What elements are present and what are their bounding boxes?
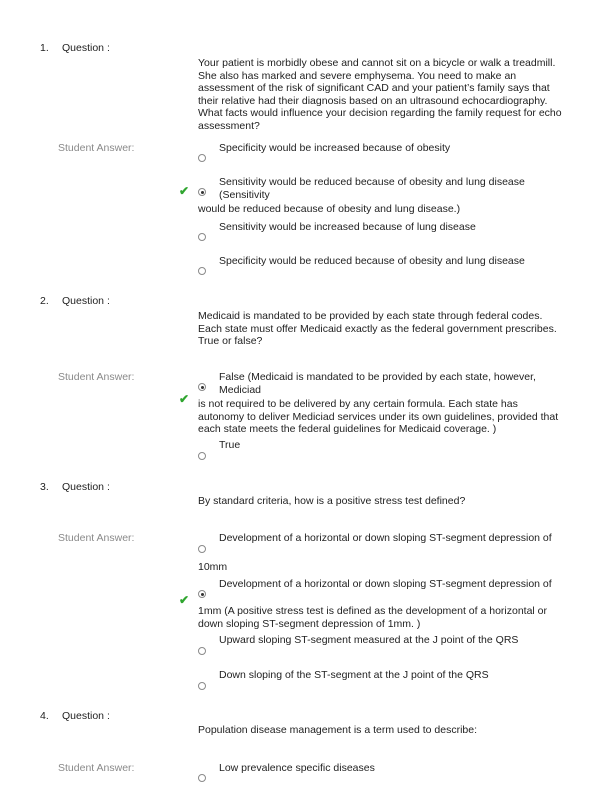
answer-option-label: Upward sloping ST-segment measured at the J point of the QRS — [219, 634, 519, 646]
student-answer-label: Student Answer: — [58, 532, 135, 544]
answer-radio[interactable] — [198, 154, 206, 162]
answer-radio[interactable] — [198, 774, 206, 782]
question-text: Your patient is morbidly obese and cannot sit on a bicycle or walk a treadmill. She also has marked and severe emphysema. You need to make an assessment of the risk of significant CAD and your patient’s family says that their relative had their diagnosis based on an ultrasound echocardiography. What facts would influence your decision regarding the family request for echo assessment? — [198, 57, 562, 132]
correct-check-icon: ✔ — [179, 184, 190, 198]
answer-option-label: Development of a horizontal or down sloping ST-segment depression of — [219, 532, 552, 544]
question-label: Question : — [62, 42, 110, 54]
student-answer-label: Student Answer: — [58, 371, 135, 383]
question-number: 4. — [40, 710, 49, 722]
question-text: By standard criteria, how is a positive stress test defined? — [198, 495, 466, 507]
student-answer-label: Student Answer: — [58, 142, 135, 154]
answer-option-continuation: would be reduced because of obesity and lung disease.) — [198, 203, 461, 215]
answer-radio[interactable] — [198, 267, 206, 275]
question-number: 2. — [40, 295, 49, 307]
answer-radio-selected[interactable] — [198, 188, 206, 196]
answer-option-label: Down sloping of the ST-segment at the J point of the QRS — [219, 669, 489, 681]
question-text: Medicaid is mandated to be provided by each state through federal codes. Each state must offer Medicaid exactly as the federal government prescribes. True or false? — [198, 310, 557, 347]
question-label: Question : — [62, 295, 110, 307]
answer-option-label: Specificity would be reduced because of obesity and lung disease — [219, 255, 525, 267]
answer-option-continuation: 10mm — [198, 561, 228, 573]
answer-radio[interactable] — [198, 647, 206, 655]
answer-option-label: Sensitivity would be reduced because of obesity and lung disease (Sensitivity — [219, 176, 525, 201]
question-label: Question : — [62, 710, 110, 722]
answer-option-label: Development of a horizontal or down sloping ST-segment depression of — [219, 578, 552, 590]
correct-check-icon: ✔ — [179, 392, 190, 406]
answer-option-label: Low prevalence specific diseases — [219, 762, 375, 774]
question-number: 3. — [40, 481, 49, 493]
student-answer-label: Student Answer: — [58, 762, 135, 774]
answer-radio[interactable] — [198, 452, 206, 460]
answer-option-continuation: is not required to be delivered by any certain formula. Each state has autonomy to deliver Mediciad services under its own guidelines, provided that each state meets the federal guidelines for Medicaid coverage. ) — [198, 398, 559, 435]
answer-radio[interactable] — [198, 233, 206, 241]
correct-check-icon: ✔ — [179, 593, 190, 607]
answer-option-label: Specificity would be increased because of obesity — [219, 142, 451, 154]
answer-option-continuation: 1mm (A positive stress test is defined as the development of a horizontal or down sloping ST-segment depression of 1mm. ) — [198, 605, 548, 630]
answer-radio[interactable] — [198, 545, 206, 553]
question-label: Question : — [62, 481, 110, 493]
answer-option-label: False (Medicaid is mandated to be provided by each state, however, Mediciad — [219, 371, 536, 396]
answer-radio-selected[interactable] — [198, 590, 206, 598]
answer-radio[interactable] — [198, 682, 206, 690]
question-number: 1. — [40, 42, 49, 54]
question-text: Population disease management is a term used to describe: — [198, 724, 477, 736]
answer-option-label: Sensitivity would be increased because of lung disease — [219, 221, 476, 233]
answer-radio-selected[interactable] — [198, 383, 206, 391]
answer-option-label: True — [219, 439, 241, 451]
